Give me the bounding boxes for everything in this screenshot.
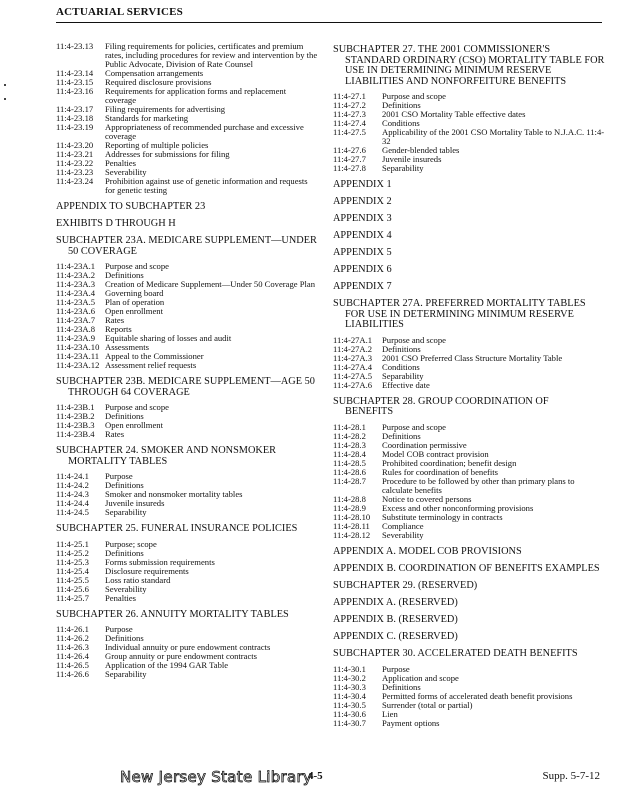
section-title: Substitute terminology in contracts — [382, 511, 503, 522]
section-number: 11:4-23.13 — [56, 41, 94, 51]
section-title: Notice to covered persons — [382, 493, 472, 504]
subchapter-heading-line: SUBCHAPTER 27A. PREFERRED MORTALITY TABLES — [333, 298, 586, 309]
section-title: Definitions — [105, 411, 144, 421]
section-title: Application of the 1994 GAR Table — [105, 660, 229, 670]
section-title: Loss ratio standard — [105, 574, 171, 585]
section-number: 11:4-25.5 — [56, 574, 89, 585]
scan-speck — [4, 84, 6, 86]
section-title: Requirements for application forms and replacement coverage — [105, 86, 287, 105]
toc-entry — [333, 674, 605, 683]
section-title: Open enrollment — [105, 306, 163, 316]
section-number: 11:4-26.5 — [56, 660, 89, 670]
appendix-heading: APPENDIX B. (RESERVED) — [333, 614, 458, 625]
section-title: Purpose and scope — [382, 421, 446, 432]
section-title: Severability — [382, 529, 424, 540]
section-number: 11:4-23.20 — [56, 140, 94, 150]
section-list — [56, 262, 318, 370]
section-title: Conditions — [382, 361, 420, 372]
toc-entry — [333, 363, 605, 372]
subchapter-heading-line: SUBCHAPTER 24. SMOKER AND NONSMOKER — [56, 445, 276, 456]
section-number: 11:4-23A.4 — [56, 288, 96, 298]
section-list — [56, 42, 318, 195]
subchapter-heading-continuation: BENEFITS — [345, 406, 394, 417]
section-title: Open enrollment — [105, 420, 163, 430]
section-title: Purpose — [382, 663, 410, 674]
toc-entry — [56, 123, 318, 141]
subchapter-heading — [333, 45, 605, 87]
section-number: 11:4-28.1 — [333, 421, 366, 432]
left-column — [56, 38, 318, 679]
section-number: 11:4-23.17 — [56, 104, 94, 114]
section-number: 11:4-28.2 — [333, 430, 366, 441]
section-number: 11:4-30.5 — [333, 699, 366, 710]
toc-entry — [333, 719, 605, 728]
toc-entry — [56, 490, 318, 499]
section-number: 11:4-23.24 — [56, 176, 94, 186]
toc-entry — [56, 499, 318, 508]
subchapter-heading-line: SUBCHAPTER 25. FUNERAL INSURANCE POLICIES — [56, 523, 298, 534]
section-title: Applicability of the 2001 CSO Mortality Table to N.J.A.C. 11:4-32 — [382, 127, 605, 146]
section-number: 11:4-23B.2 — [56, 411, 95, 421]
section-number: 11:4-28.9 — [333, 502, 366, 513]
section-number: 11:4-26.6 — [56, 669, 89, 679]
section-number: 11:4-27A.3 — [333, 352, 373, 363]
section-title: Assessments — [105, 342, 149, 352]
section-number: 11:4-23.16 — [56, 86, 94, 96]
scan-speck — [4, 98, 6, 100]
subchapter-heading — [56, 610, 318, 621]
section-number: 11:4-28.10 — [333, 511, 371, 522]
section-number: 11:4-27A.1 — [333, 334, 373, 345]
toc-entry — [56, 508, 318, 517]
toc-entry — [333, 531, 605, 540]
subchapter-heading — [333, 299, 605, 331]
section-title: Plan of operation — [105, 297, 165, 307]
toc-entry — [56, 87, 318, 105]
section-number: 11:4-27A.6 — [333, 379, 373, 390]
section-number: 11:4-23.15 — [56, 77, 94, 87]
section-title: Definitions — [382, 681, 421, 692]
section-title: Compensation arrangements — [105, 68, 204, 78]
section-title: Separability — [105, 669, 147, 679]
section-list — [333, 665, 605, 728]
section-title: Forms submission requirements — [105, 556, 215, 567]
section-title: Purpose — [105, 624, 133, 634]
section-title: Governing board — [105, 288, 164, 298]
section-title: Surrender (total or partial) — [382, 699, 473, 710]
toc-entry — [56, 159, 318, 168]
section-number: 11:4-23B.4 — [56, 429, 95, 439]
section-title: Conditions — [382, 118, 420, 128]
section-title: Severability — [105, 583, 147, 594]
section-number: 11:4-28.6 — [333, 466, 366, 477]
section-title: Reporting of multiple policies — [105, 140, 209, 150]
toc-entry — [333, 128, 605, 146]
toc-entry — [333, 155, 605, 164]
toc-entry — [56, 262, 318, 271]
section-list — [56, 472, 318, 517]
toc-entry — [56, 661, 318, 670]
section-title: Effective date — [382, 379, 430, 390]
toc-entry — [333, 110, 605, 119]
section-title: Standards for marketing — [105, 113, 189, 123]
section-number: 11:4-30.7 — [333, 717, 366, 728]
section-number: 11:4-28.8 — [333, 493, 366, 504]
toc-entry — [333, 423, 605, 432]
toc-entry — [56, 625, 318, 634]
section-number: 11:4-26.4 — [56, 651, 89, 661]
section-number: 11:4-24.5 — [56, 507, 89, 517]
subchapter-heading — [56, 236, 318, 257]
appendix-heading: APPENDIX 1 — [333, 179, 392, 190]
toc-entry — [56, 585, 318, 594]
section-number: 11:4-25.2 — [56, 547, 89, 558]
section-title: 2001 CSO Mortality Table effective dates — [382, 109, 526, 119]
section-number: 11:4-24.3 — [56, 489, 89, 499]
section-number: 11:4-27.4 — [333, 118, 366, 128]
toc-entry — [56, 177, 318, 195]
section-title: Purpose and scope — [105, 402, 169, 412]
section-number: 11:4-23A.1 — [56, 261, 96, 271]
section-title: Filing requirements for advertising — [105, 104, 226, 114]
section-title: Juvenile insureds — [105, 498, 165, 508]
appendix-heading: APPENDIX 2 — [333, 196, 392, 207]
section-title: Rates — [105, 315, 125, 325]
toc-entry — [333, 354, 605, 363]
section-number: 11:4-23A.2 — [56, 270, 96, 280]
section-number: 11:4-23.22 — [56, 158, 94, 168]
section-list — [333, 92, 605, 173]
subchapter-heading-continuation: MORTALITY TABLES — [68, 455, 168, 467]
section-title: Definitions — [105, 633, 144, 643]
section-title: Compliance — [382, 520, 424, 531]
toc-entry — [56, 289, 318, 298]
section-number: 11:4-25.1 — [56, 538, 89, 549]
toc-entry — [333, 336, 605, 345]
section-number: 11:4-23.23 — [56, 167, 94, 177]
appendix-heading: APPENDIX A. MODEL COB PROVISIONS — [333, 545, 522, 557]
section-title: Penalties — [105, 158, 137, 168]
appendix-heading: APPENDIX 4 — [333, 230, 392, 241]
section-title: Separability — [382, 163, 424, 173]
section-title: Appropriateness of recommended purchase and excessive coverage — [105, 122, 304, 141]
section-number: 11:4-26.1 — [56, 624, 89, 634]
toc-entry — [56, 472, 318, 481]
section-number: 11:4-27A.2 — [333, 343, 373, 354]
section-title: Severability — [105, 167, 147, 177]
subchapter-heading-continuation: 50 COVERAGE — [68, 245, 137, 257]
subchapter-heading-line: SUBCHAPTER 29. (RESERVED) — [333, 579, 478, 591]
right-column — [333, 38, 605, 728]
section-title: Prohibited coordination; benefit design — [382, 457, 517, 468]
running-header: ACTUARIAL SERVICES — [56, 6, 183, 18]
library-watermark: New Jersey State Library — [120, 768, 313, 786]
section-title: Excess and other nonconforming provisions — [382, 502, 534, 513]
section-title: Purpose — [105, 471, 133, 481]
subchapter-heading — [56, 446, 318, 467]
section-title: Creation of Medicare Supplement—Under 50 Coverage Plan — [105, 279, 316, 289]
section-number: 11:4-23A.7 — [56, 315, 96, 325]
toc-entry — [333, 513, 605, 522]
section-title: Permitted forms of accelerated death benefit provisions — [382, 690, 573, 701]
section-number: 11:4-28.7 — [333, 475, 366, 486]
section-number: 11:4-23.21 — [56, 149, 94, 159]
section-number: 11:4-23B.1 — [56, 402, 95, 412]
subchapter-heading — [333, 397, 605, 418]
subchapter-heading — [333, 649, 605, 660]
subchapter-heading-line: SUBCHAPTER 30. ACCELERATED DEATH BENEFITS — [333, 648, 578, 659]
section-title: Definitions — [105, 547, 144, 558]
toc-entry — [56, 42, 318, 69]
section-title: Definitions — [105, 270, 144, 280]
section-title: Lien — [382, 708, 398, 719]
section-list — [333, 423, 605, 540]
section-title: Application and scope — [382, 672, 459, 683]
subchapter-heading-line: SUBCHAPTER 26. ANNUITY MORTALITY TABLES — [56, 608, 289, 620]
section-title: Equitable sharing of losses and audit — [105, 333, 232, 343]
subchapter-heading — [56, 524, 318, 535]
appendix-heading: APPENDIX 5 — [333, 247, 392, 258]
section-title: Filing requirements for policies, certificates and premium rates, including procedures for review and intervention by the Public Advocate, Division of Rate Counsel — [105, 41, 318, 69]
section-number: 11:4-27.1 — [333, 91, 366, 101]
toc-entry — [56, 307, 318, 316]
appendix-heading: APPENDIX B. COORDINATION OF BENEFITS EXAMPLES — [333, 562, 600, 574]
section-number: 11:4-27.6 — [333, 145, 366, 155]
toc-entry — [56, 361, 318, 370]
section-number: 11:4-23A.6 — [56, 306, 96, 316]
section-list — [56, 540, 318, 603]
appendix-heading: EXHIBITS D THROUGH H — [56, 218, 176, 229]
toc-entry — [333, 432, 605, 441]
toc-entry — [56, 316, 318, 325]
section-number: 11:4-24.1 — [56, 471, 89, 481]
toc-entry — [56, 594, 318, 603]
appendix-heading: APPENDIX 6 — [333, 264, 392, 275]
toc-entry — [56, 421, 318, 430]
subchapter-heading-line: SUBCHAPTER 23B. MEDICARE SUPPLEMENT—AGE 50 — [56, 376, 315, 387]
section-title: Disclosure requirements — [105, 565, 189, 576]
section-title: Purpose and scope — [382, 334, 446, 345]
section-number: 11:4-23A.5 — [56, 297, 96, 307]
subchapter-heading — [333, 581, 605, 592]
subchapter-heading-continuation: STANDARD ORDINARY (CSO) MORTALITY TABLE FOR USE IN DETERMINING MINIMUM RESERVE LIABILITIES AND NONFORFEITURE BENEFITS — [345, 54, 605, 87]
toc-entry — [333, 92, 605, 101]
section-number: 11:4-27.2 — [333, 100, 366, 110]
section-title: Reports — [105, 324, 132, 334]
section-title: Purpose and scope — [105, 261, 169, 271]
toc-entry — [56, 280, 318, 289]
section-number: 11:4-23A.8 — [56, 324, 96, 334]
toc-entry — [56, 670, 318, 679]
header-rule — [56, 22, 602, 23]
section-title: Model COB contract provision — [382, 448, 489, 459]
subchapter-heading — [56, 377, 318, 398]
section-title: Appeal to the Commissioner — [105, 351, 204, 361]
section-title: Separability — [105, 507, 147, 517]
section-number: 11:4-28.4 — [333, 448, 366, 459]
section-title: Juvenile insureds — [382, 154, 442, 164]
appendix-heading: APPENDIX C. (RESERVED) — [333, 631, 458, 642]
section-number: 11:4-28.5 — [333, 457, 366, 468]
section-list — [56, 625, 318, 679]
section-title: Required disclosure provisions — [105, 77, 212, 87]
section-number: 11:4-25.3 — [56, 556, 89, 567]
toc-entry — [333, 701, 605, 710]
section-number: 11:4-27A.4 — [333, 361, 373, 372]
section-number: 11:4-27.3 — [333, 109, 366, 119]
appendix-heading: APPENDIX TO SUBCHAPTER 23 — [56, 201, 206, 212]
section-title: Group annuity or pure endowment contracts — [105, 651, 258, 661]
section-number: 11:4-27.7 — [333, 154, 366, 164]
toc-entry — [333, 522, 605, 531]
section-number: 11:4-30.2 — [333, 672, 366, 683]
section-title: Coordination permissive — [382, 439, 467, 450]
supplement-date: Supp. 5-7-12 — [542, 770, 600, 782]
toc-entry — [56, 540, 318, 549]
section-number: 11:4-27.5 — [333, 127, 366, 137]
section-title: Rules for coordination of benefits — [382, 466, 498, 477]
section-number: 11:4-30.3 — [333, 681, 366, 692]
section-title: Payment options — [382, 717, 440, 728]
section-number: 11:4-23A.9 — [56, 333, 96, 343]
section-title: Penalties — [105, 592, 137, 603]
toc-entry — [333, 372, 605, 381]
section-number: 11:4-25.4 — [56, 565, 89, 576]
section-number: 11:4-23B.3 — [56, 420, 95, 430]
section-number: 11:4-25.7 — [56, 592, 89, 603]
subchapter-heading-continuation: FOR USE IN DETERMINING MINIMUM RESERVE LIABILITIES — [345, 308, 574, 330]
toc-entry — [56, 403, 318, 412]
section-number: 11:4-28.3 — [333, 439, 366, 450]
toc-entry — [56, 298, 318, 307]
section-title: Definitions — [382, 343, 421, 354]
toc-entry — [56, 567, 318, 576]
section-number: 11:4-27A.5 — [333, 370, 373, 381]
appendix-heading: APPENDIX 3 — [333, 213, 392, 224]
subchapter-heading-line: SUBCHAPTER 27. THE 2001 COMMISSIONER'S — [333, 44, 551, 55]
section-title: Prohibition against use of genetic information and requests for genetic testing — [105, 176, 308, 195]
toc-entry — [333, 477, 605, 495]
section-title: Assessment relief requests — [105, 360, 197, 370]
section-number: 11:4-30.6 — [333, 708, 366, 719]
section-number: 11:4-25.6 — [56, 583, 89, 594]
section-title: Individual annuity or pure endowment contracts — [105, 642, 271, 652]
section-number: 11:4-24.2 — [56, 480, 89, 490]
section-title: Definitions — [382, 430, 421, 441]
section-title: Definitions — [382, 100, 421, 110]
section-title: Procedure to be followed by other than primary plans to calculate benefits — [382, 475, 575, 495]
section-title: Separability — [382, 370, 424, 381]
section-number: 11:4-24.4 — [56, 498, 89, 508]
subchapter-heading-line: SUBCHAPTER 28. GROUP COORDINATION OF — [333, 395, 549, 407]
section-title: Definitions — [105, 480, 144, 490]
section-title: 2001 CSO Preferred Class Structure Mortality Table — [382, 352, 563, 363]
subchapter-heading-continuation: THROUGH 64 COVERAGE — [68, 386, 190, 398]
section-title: Gender-blended tables — [382, 145, 460, 155]
toc-entry — [333, 710, 605, 719]
section-list — [333, 336, 605, 390]
section-number: 11:4-30.1 — [333, 663, 366, 674]
section-number: 11:4-23A.3 — [56, 279, 96, 289]
section-number: 11:4-23A.12 — [56, 360, 100, 370]
page-number: 4-5 — [308, 770, 323, 782]
appendix-heading: APPENDIX A. (RESERVED) — [333, 597, 458, 608]
section-number: 11:4-26.3 — [56, 642, 89, 652]
toc-entry — [333, 665, 605, 674]
section-number: 11:4-27.8 — [333, 163, 366, 173]
section-title: Purpose and scope — [382, 91, 446, 101]
section-number: 11:4-28.12 — [333, 529, 371, 540]
subchapter-heading-line: SUBCHAPTER 23A. MEDICARE SUPPLEMENT—UNDER — [56, 235, 317, 246]
toc-entry — [333, 381, 605, 390]
appendix-heading: APPENDIX 7 — [333, 281, 392, 292]
section-title: Rates — [105, 429, 125, 439]
section-number: 11:4-28.11 — [333, 520, 370, 531]
toc-entry — [333, 146, 605, 155]
section-number: 11:4-26.2 — [56, 633, 89, 643]
section-title: Addresses for submissions for filing — [105, 149, 230, 159]
section-number: 11:4-23.18 — [56, 113, 94, 123]
section-number: 11:4-30.4 — [333, 690, 366, 701]
section-number: 11:4-23A.10 — [56, 342, 100, 352]
section-number: 11:4-23A.11 — [56, 351, 100, 361]
section-list — [56, 403, 318, 439]
section-number: 11:4-23.19 — [56, 122, 94, 132]
toc-entry — [333, 164, 605, 173]
toc-entry — [56, 576, 318, 585]
toc-entry — [56, 150, 318, 159]
toc-entry — [56, 430, 318, 439]
section-title: Purpose; scope — [105, 538, 157, 549]
toc-entry — [56, 412, 318, 421]
section-number: 11:4-23.14 — [56, 68, 94, 78]
section-title: Smoker and nonsmoker mortality tables — [105, 489, 243, 499]
